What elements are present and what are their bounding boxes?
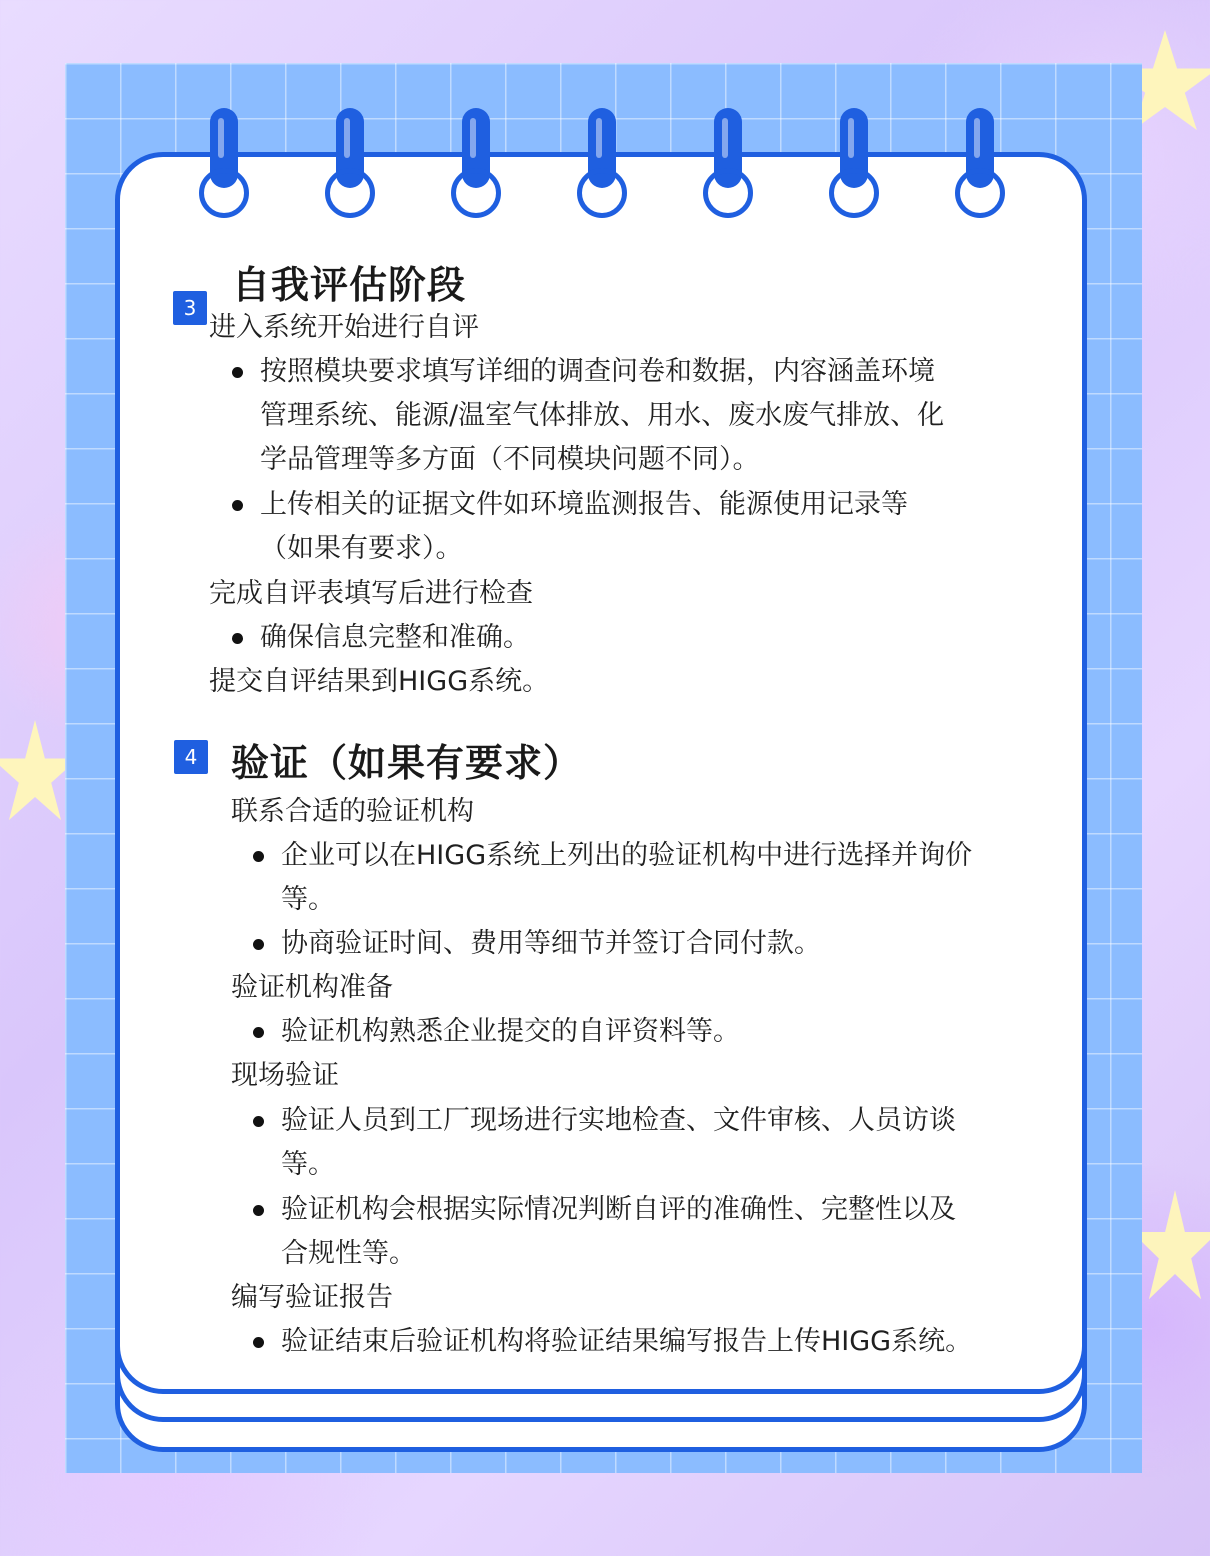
bullet-icon <box>253 1116 264 1127</box>
list-item: 确保信息完整和准确。 <box>260 616 530 660</box>
bullet-icon <box>253 939 264 950</box>
section-title: 验证（如果有要求） <box>231 741 583 785</box>
bullet-icon <box>232 633 243 644</box>
list-item: 上传相关的证据文件如环境监测报告、能源使用记录等 （如果有要求）。 <box>260 483 908 571</box>
bullet-icon <box>253 1337 264 1348</box>
list-item: 企业可以在HIGG系统上列出的验证机构中进行选择并询价 等。 <box>281 834 972 922</box>
step-label: 编写验证报告 <box>231 1282 393 1313</box>
list-item: 验证人员到工厂现场进行实地检查、文件审核、人员访谈 等。 <box>281 1099 956 1187</box>
list-item: 协商验证时间、费用等细节并签订合同付款。 <box>281 922 821 966</box>
section-number-badge: 3 <box>173 291 207 325</box>
step-label: 完成自评表填写后进行检查 <box>209 578 533 609</box>
list-item: 验证结束后验证机构将验证结果编写报告上传HIGG系统。 <box>281 1320 972 1364</box>
bullet-icon <box>232 367 243 378</box>
bullet-icon <box>253 1027 264 1038</box>
section-title: 自我评估阶段 <box>232 263 467 307</box>
list-item: 验证机构熟悉企业提交的自评资料等。 <box>281 1010 740 1054</box>
list-item: 验证机构会根据实际情况判断自评的准确性、完整性以及 合规性等。 <box>281 1188 956 1276</box>
bullet-icon <box>253 851 264 862</box>
step-label: 现场验证 <box>231 1060 339 1091</box>
bullet-icon <box>232 500 243 511</box>
bullet-icon <box>253 1205 264 1216</box>
step-label: 提交自评结果到HIGG系统。 <box>209 666 550 697</box>
step-label: 进入系统开始进行自评 <box>209 312 479 343</box>
step-label: 验证机构准备 <box>231 972 393 1003</box>
list-item: 按照模块要求填写详细的调查问卷和数据，内容涵盖环境 管理系统、能源/温室气体排放、用水、废水废气排放、化 学品管理等多方面（不同模块问题不同）。 <box>260 350 944 482</box>
section-number-badge: 4 <box>174 740 208 774</box>
step-label: 联系合适的验证机构 <box>231 796 474 827</box>
